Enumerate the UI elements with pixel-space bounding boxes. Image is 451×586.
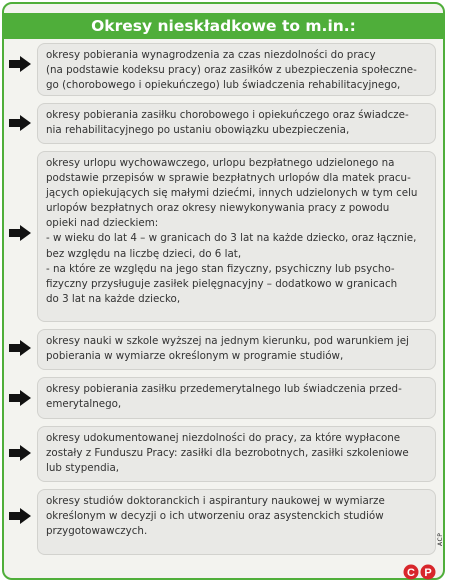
arrow-right-icon — [9, 445, 31, 461]
arrow-right-icon — [9, 340, 31, 356]
list-item-7: okresy studiów doktoranckich i aspirantury naukowej w wymiarze określonym w decyzji o ich utworzeniu oraz asystenckich studiów przygotowawczych. — [37, 489, 436, 555]
credit-text: ACP — [437, 532, 444, 546]
logo-letter-p: P — [424, 567, 432, 579]
arrow-right-icon — [9, 115, 31, 131]
list-item-6: okresy udokumentowanej niezdolności do pracy, za które wypłacone zostały z Funduszu Pracy: zasiłki dla bezrobotnych, zasiłki szkoleniowe lub stypendia, — [37, 426, 436, 482]
logo-letter-c: C — [407, 567, 415, 579]
arrow-right-icon — [9, 508, 31, 524]
list-item-1: okresy pobierania wynagrodzenia za czas niezdolności do pracy (na podstawie kodeksu pracy) oraz zasiłków z ubezpieczenia społeczne- go (chorobowego i opiekuńczego) lub świadczenia rehabilitacyjnego, — [37, 43, 436, 96]
copyright-logo-icon — [403, 564, 437, 580]
arrow-right-icon — [9, 225, 31, 241]
list-item-4: okresy nauki w szkole wyższej na jednym kierunku, pod warunkiem jej pobierania w wymiarze określonym w programie studiów, — [37, 329, 436, 370]
infobox-title: Okresy nieskładkowe to m.in.: — [2, 13, 445, 39]
list-item-2: okresy pobierania zasiłku chorobowego i opiekuńczego oraz świadcze- nia rehabilitacyjnego po ustaniu obowiązku ubezpieczenia, — [37, 103, 436, 144]
list-item-5: okresy pobierania zasiłku przedemerytalnego lub świadczenia przed- emerytalnego, — [37, 377, 436, 419]
arrow-right-icon — [9, 390, 31, 406]
list-item-3: okresy urlopu wychowawczego, urlopu bezpłatnego udzielonego na podstawie przepisów w sprawie bezpłatnych urlopów dla matek pracu- jących opiekujących się małymi dziećmi, innych udzielonych w tym celu urlopów bezpłatnych oraz okresy niewykonywania pracy z powodu opieki nad dzieckiem: - w wieku do lat 4 – w granicach do 3 lat na każde dziecko, oraz łącznie, bez względu na liczbę dzieci, do 6 lat, - na które ze względu na jego stan fizyczny, psychiczny lub psycho- fizyczny przysługuje zasiłek pielęgnacyjny – dodatkowo w granicach do 3 lat na każde dziecko, — [37, 151, 436, 322]
arrow-right-icon — [9, 56, 31, 72]
